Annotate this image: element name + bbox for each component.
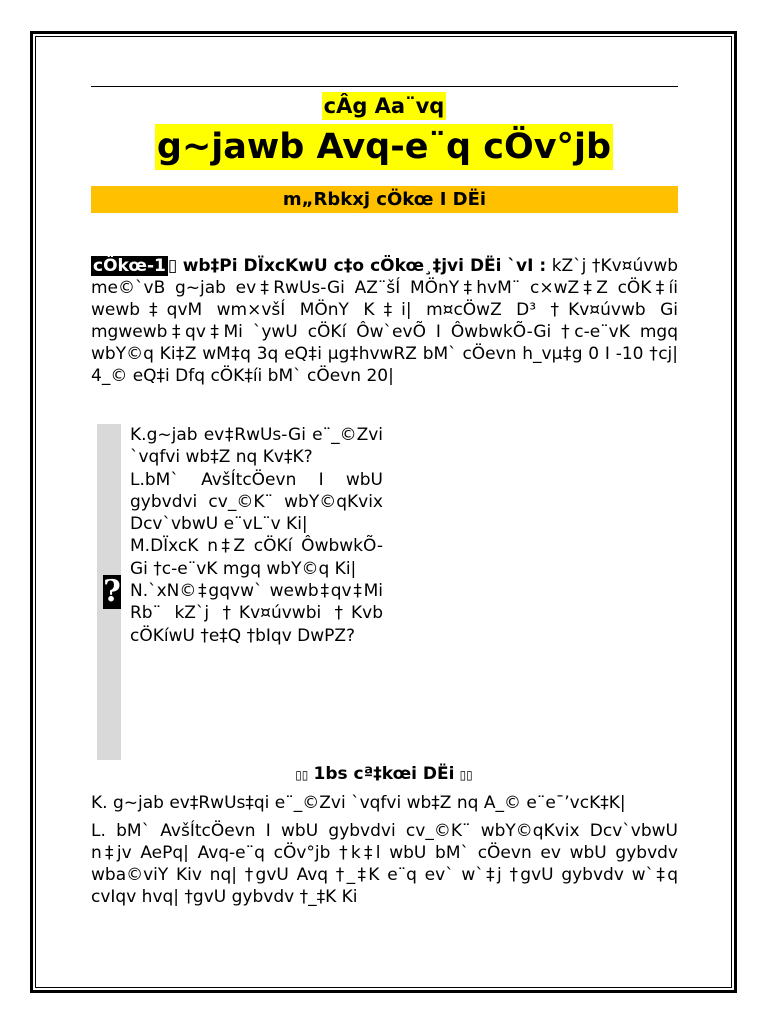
question-letter: L. xyxy=(130,469,145,490)
chapter-title-row xyxy=(0,124,768,170)
heading-deco-right: ▯▯ xyxy=(459,768,473,782)
question-text: bM` AvšÍtcÖevn I wbU gybvdvi cv_©K¨ wbY©qKvix Dcv`vbwU e¨vL¨v Ki| xyxy=(130,469,383,535)
problem-block xyxy=(91,255,678,387)
header-rule xyxy=(91,86,678,87)
solution-heading-row xyxy=(0,763,768,785)
answer-letter: K. xyxy=(91,793,108,813)
answer-item xyxy=(91,792,678,814)
question-list xyxy=(130,424,383,647)
question-text: `xN©‡gqvw` wewb‡qv‡Mi Rb¨ kZ`j †Kv¤úvwbi †Kvb cÖKíwU †e‡Q †bIqv DwPZ? xyxy=(130,581,383,646)
question-mark-icon: ? xyxy=(103,574,121,609)
chapter-subtitle-row xyxy=(0,92,768,120)
answer-text: g~jab ev‡RwUs‡qi e¨_©Zvi `vqfvi wb‡Z nq A_© e¨e¯’vcK‡K| xyxy=(112,793,626,813)
problem-tag-glyph: ▯ xyxy=(167,256,178,276)
answer-text: bM` AvšÍtcÖevn I wbU gybvdvi cv_©K¨ wbY©qKvix Dcv`vbwU n‡jv AePq| Avq-e¨q cÖv°jb †k‡l wbU bM` cÖevn ev wbU gybvdv wba©viY Kiv nq| †gvU Avq †_‡K e¨q ev` w`‡j †gvU gybvdv w`‡q cvIqv hvq| †gvU gybvdv †_‡K Ki xyxy=(91,821,678,907)
problem-tag: cÖkœ-1 xyxy=(93,256,166,276)
heading-deco-left: ▯▯ xyxy=(295,768,309,782)
answer-letter: L. xyxy=(91,821,106,841)
question-letter: K. xyxy=(130,425,147,445)
section-banner: m„Rbkxj cÖkœ I DËi xyxy=(91,186,678,213)
question-letter: M. xyxy=(130,536,151,557)
answer-list xyxy=(91,792,678,914)
solution-heading: 1bs cª‡kœi DËi xyxy=(313,764,455,784)
chapter-subtitle: cÂg Aa¨vq xyxy=(323,94,445,118)
answer-item xyxy=(91,820,678,908)
question-text: g~jab ev‡RwUs-Gi e¨_©Zvi `vqfvi wb‡Z nq Kv‡K? xyxy=(130,425,383,468)
question-item xyxy=(130,469,383,536)
question-text: DÏxcK n‡Z cÖKí ÔwbwkÕ-Gi †c-e¨vK mgq wbY©q Ki| xyxy=(130,536,383,579)
chapter-title: g~jawb Avq-e¨q cÖv°jb xyxy=(155,124,613,170)
problem-heading: wb‡Pi DÏxcKwU c‡o cÖkœ¸‡jvi DËi `vI : xyxy=(182,256,547,276)
question-item xyxy=(130,580,383,647)
question-letter: N. xyxy=(130,581,149,602)
question-item xyxy=(130,424,383,469)
question-item xyxy=(130,535,383,580)
problem-text: kZ`j †Kv¤úvwb me©`vB g~jab ev‡RwUs-Gi AZ¨šÍ MÖnY‡hvM¨ c×wZ‡Z cÖK‡íi wewb‡qvM wm×všÍ MÖnY K‡i| m¤cÖwZ D³ †Kv¤úvwb Gi mgwewb‡qv‡Mi `ywU cÖKí Ôw`evÕ I ÔwbwkÕ-Gi †c-e¨vK mgq wbY©q Ki‡Z wM‡q 3q eQ‡i µg‡hvwRZ bM` cÖevn h_vµ‡g 0 I -10 †cj| 4_© eQ‡i Dfq cÖK‡íi bM` cÖevn 20| xyxy=(91,256,679,386)
